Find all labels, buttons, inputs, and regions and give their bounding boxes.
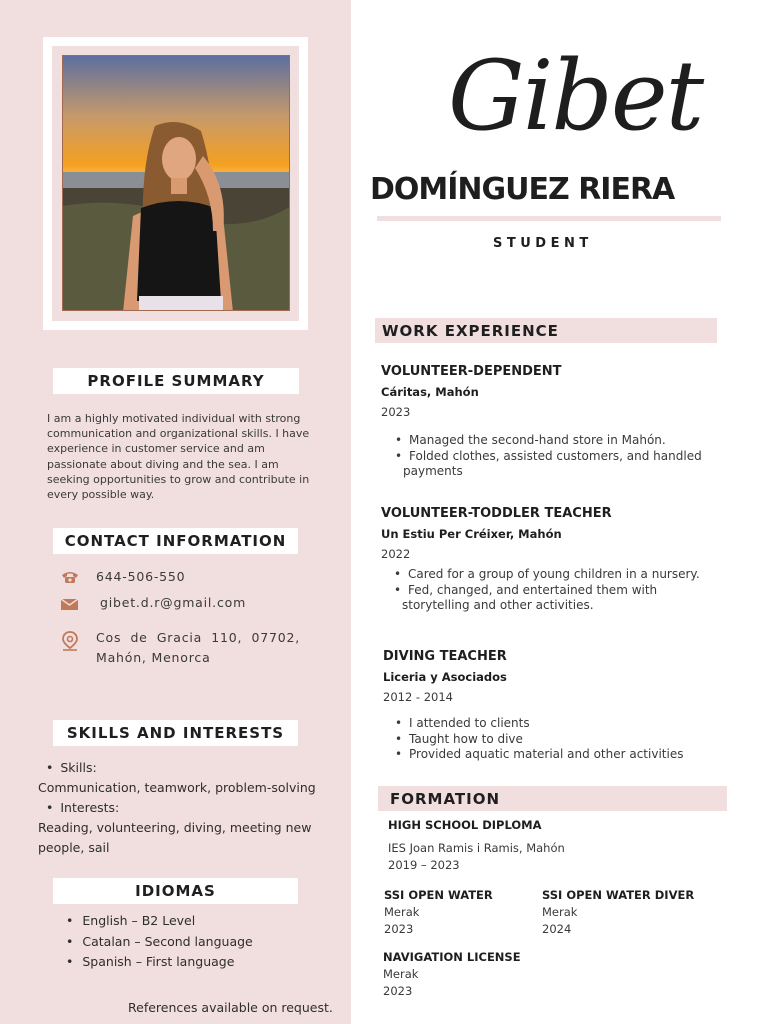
interests-text: Reading, volunteering, diving, meeting new people, sail [38, 820, 312, 855]
profile-summary-heading: PROFILE SUMMARY [53, 368, 299, 394]
contact-address [60, 628, 300, 668]
job-title: DIVING TEACHER [383, 649, 507, 664]
formation-entry [388, 817, 565, 874]
email-address[interactable]: gibet.d.r@gmail.com [100, 595, 247, 610]
job-bullet: • Managed the second-hand store in Mahón. [389, 433, 711, 449]
name-divider [377, 216, 721, 221]
job-entry [381, 506, 711, 614]
formation-title: SSI OPEN WATER DIVER [542, 888, 695, 902]
job-bullet: • Provided aquatic material and other activities [389, 747, 713, 763]
interests-label: • Interests: [38, 798, 338, 818]
formation-date: 2023 [384, 922, 414, 936]
phone-icon [60, 569, 80, 585]
job-bullet: • I attended to clients [389, 716, 713, 732]
job-bullet: • Taught how to dive [389, 732, 713, 748]
formation-date: 2024 [542, 922, 572, 936]
job-bullet: • Fed, changed, and entertained them with storytelling and other activities. [388, 583, 711, 614]
last-name: DOMÍNGUEZ RIERA [370, 172, 675, 207]
formation-place: Merak [542, 905, 578, 919]
job-date: 2023 [381, 405, 411, 419]
formation-title: HIGH SCHOOL DIPLOMA [388, 818, 542, 832]
location-pin-icon [60, 631, 80, 647]
job-bullet: • Folded clothes, assisted customers, and handled payments [389, 449, 711, 480]
first-name: Gibet [448, 40, 703, 152]
job-organization: Un Estiu Per Créixer, Mahón [381, 527, 562, 541]
contact-email [60, 595, 246, 611]
job-bullet: • Cared for a group of young children in a nursery. [388, 567, 711, 583]
skills-text: Communication, teamwork, problem-solving [38, 780, 316, 795]
job-date: 2022 [381, 547, 411, 561]
profile-photo [62, 55, 290, 311]
skills-interests-heading: SKILLS AND INTERESTS [53, 720, 298, 746]
job-title: VOLUNTEER-TODDLER TEACHER [381, 506, 612, 521]
job-entry [381, 364, 711, 480]
idiomas-list [66, 911, 253, 973]
job-title: VOLUNTEER-DEPENDENT [381, 364, 562, 379]
formation-entry [384, 887, 493, 938]
formation-date: 2023 [383, 984, 413, 998]
formation-entry [542, 887, 694, 938]
language-item: • Spanish – First language [66, 952, 253, 973]
phone-number[interactable]: 644-506-550 [96, 569, 186, 584]
formation-entry [383, 949, 521, 1000]
job-entry [383, 649, 713, 763]
formation-place: Merak [383, 967, 419, 981]
idiomas-heading: IDIOMAS [53, 878, 298, 904]
formation-date: 2019 – 2023 [388, 858, 460, 872]
job-bullets [381, 433, 711, 480]
formation-place: IES Joan Ramis i Ramis, Mahón [388, 841, 565, 855]
job-organization: Liceria y Asociados [383, 670, 507, 684]
formation-title: NAVIGATION LICENSE [383, 950, 521, 964]
job-bullets [381, 567, 711, 614]
skills-label: • Skills: [38, 758, 338, 778]
profile-summary-text: I am a highly motivated individual with strong communication and organizational skills. I have experience in customer service and am passionate about diving and the sea. I am seeking opportunities to grow and contribute in every possible way. [47, 412, 310, 502]
formation-heading: FORMATION [378, 786, 727, 811]
job-organization: Cáritas, Mahón [381, 385, 479, 399]
role-title: STUDENT [493, 236, 593, 251]
contact-information-heading: CONTACT INFORMATION [53, 528, 298, 554]
contact-phone [60, 569, 185, 585]
language-item: • English – B2 Level [66, 911, 253, 932]
language-item: • Catalan – Second language [66, 932, 253, 953]
work-experience-heading: WORK EXPERIENCE [375, 318, 717, 343]
skills-interests-list [38, 758, 338, 858]
formation-place: Merak [384, 905, 420, 919]
job-bullets [383, 716, 713, 763]
references-note: References available on request. [128, 1000, 333, 1015]
job-date: 2012 - 2014 [383, 690, 453, 704]
mail-icon [60, 595, 80, 611]
formation-title: SSI OPEN WATER [384, 888, 493, 902]
address-text: Cos de Gracia 110, 07702, Mahón, Menorca [96, 630, 300, 665]
